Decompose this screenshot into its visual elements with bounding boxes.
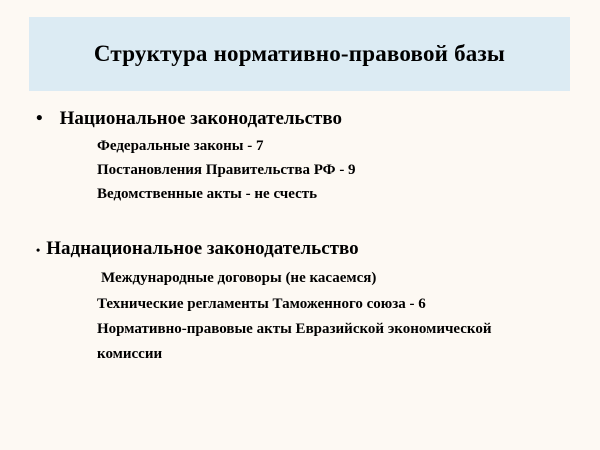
bullet-icon: • (36, 243, 41, 257)
section-heading-national: Национальное законодательство (59, 108, 343, 129)
title-box (29, 17, 570, 91)
list-item-eec-acts-continued: комиссии (97, 346, 163, 362)
section-supranational (36, 238, 359, 260)
list-item-departmental-acts: Ведомственные акты - не счесть (97, 186, 318, 202)
list-item-government-decrees: Постановления Правительства РФ - 9 (97, 162, 356, 178)
bullet-icon: • (36, 108, 43, 129)
section-heading-supranational: Наднациональное законодательство (46, 238, 359, 259)
list-item-international-treaties: Международные договоры (не касаемся) (101, 270, 377, 286)
list-item-federal-laws: Федеральные законы - 7 (97, 138, 264, 154)
list-item-eec-acts: Нормативно-правовые акты Евразийской экономической (97, 321, 492, 337)
list-item-technical-regulations: Технические регламенты Таможенного союза - 6 (97, 296, 426, 312)
slide-title: Структура нормативно-правовой базы (93, 41, 506, 66)
section-national (36, 108, 342, 130)
